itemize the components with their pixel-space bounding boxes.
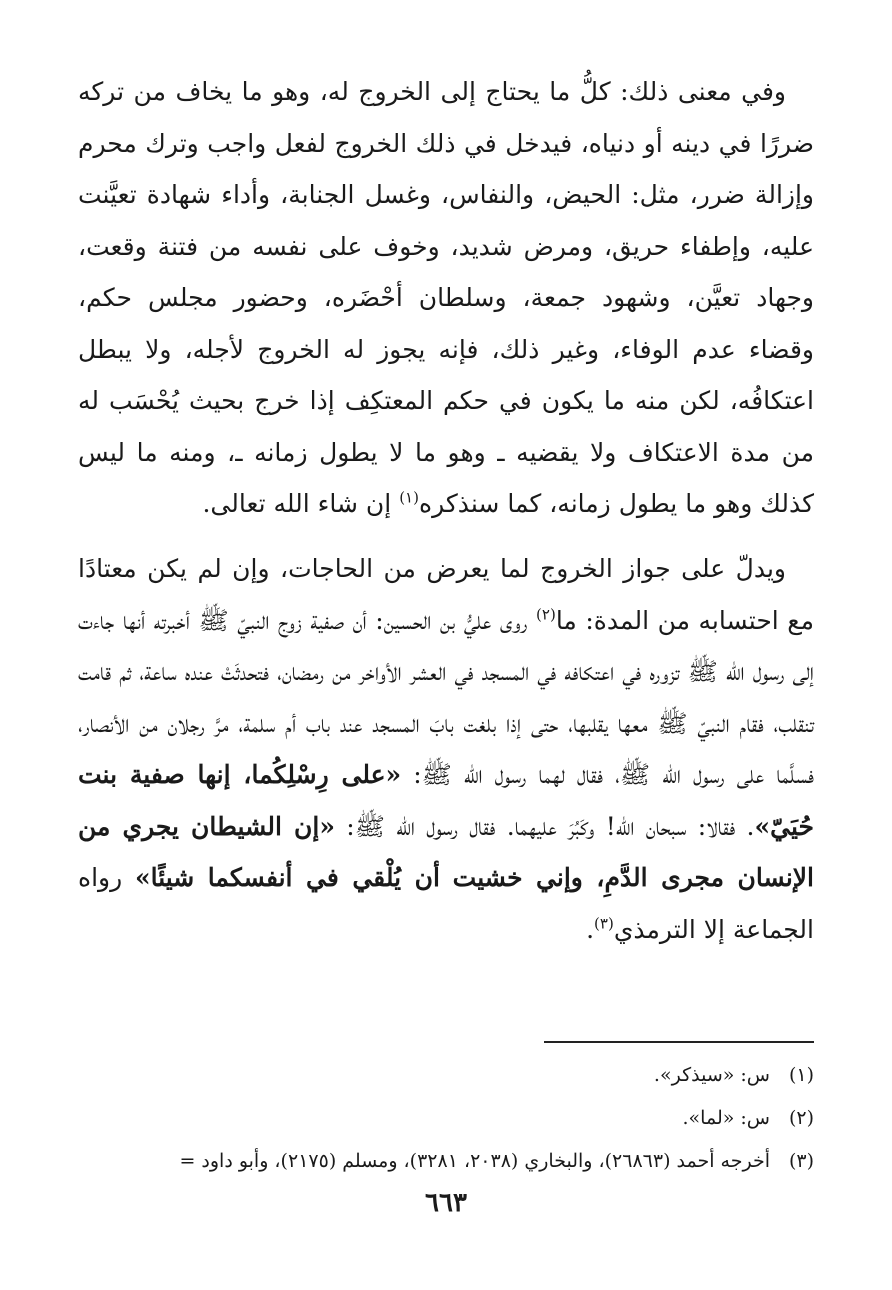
text-line: وإزالة ضرر، مثل: الحيض، والنفاس، وغسل الجنابة، وأداء شهادة تعيَّنت	[78, 180, 814, 209]
footnote-item	[78, 1097, 814, 1140]
text-line: ضررًا في دينه أو دنياه، فيدخل في ذلك الخروج لفعل واجب وترك محرم	[78, 128, 814, 158]
text-line: وقضاء عدم الوفاء، وغير ذلك، فإنه يجوز له الخروج لأجله، ولا يبطل	[78, 334, 814, 364]
hadith-quote: أن يُلْقي في أنفسكما شيئًا»	[134, 863, 440, 892]
text-line: روى عليُّ بن الحسين: أن صفية زوج النبيّ ﷺ	[198, 605, 537, 635]
book-page	[78, 66, 814, 1290]
text-line: رسول الله ﷺ:	[334, 811, 458, 841]
text-line: العشر الأواخر من رمضان، فتحدثَتْ عنده ساعة، ثم قامت تنقلب، فقام	[78, 657, 814, 738]
footnote-number: (١)	[788, 1064, 814, 1086]
footnote-divider	[544, 1041, 814, 1043]
text-line: وهو ما يطول زمانه، كما سنذكره	[418, 489, 753, 518]
text-line: .	[586, 914, 595, 944]
text-line: مع احتسابه من المدة: ما	[555, 605, 814, 635]
footnote-text: س: «لما».	[682, 1107, 770, 1129]
footnote-text: أخرجه أحمد (٢٦٨٦٣)، والبخاري (٢٠٣٨، ٣٢٨١)، ومسلم (٢١٧٥)، وأبو داود =	[179, 1150, 770, 1172]
footnote-number: (٢)	[788, 1107, 814, 1129]
footnotes	[78, 1054, 814, 1183]
text-line: وفي معنى ذلك: كلُّ ما يحتاج إلى الخروج له، وهو ما يخاف من تركه	[78, 77, 786, 106]
text-line: ويدلّ على جواز الخروج لما يعرض من الحاجات، وإن لم يكن معتادًا	[78, 554, 786, 583]
footnote-item	[78, 1054, 814, 1097]
footnote-ref-1[interactable]: (١)	[399, 488, 419, 507]
body-paragraph-1	[78, 66, 814, 530]
hadith-quote: «إن الشيطان يجري من الإنسان مجرى الدَّمِ، وإني خشيت	[78, 811, 815, 892]
text-line: عليه، وإطفاء حريق، ومرض شديد، وخوف على نفسه من فتنة وقعت،	[78, 231, 814, 261]
hadith-quote: «على رِسْلِكُما، إنها صفية بنت حُيَيّ»	[78, 760, 814, 841]
text-line: وجهاد تعيَّن، وشهود جمعة، وسلطان أحْضَره، وحضور مجلس حكم،	[78, 283, 814, 312]
text-line: اعتكافُه، لكن منه ما يكون في حكم المعتكِف إذا خرج بحيث يُحْسَب له	[78, 386, 814, 415]
body-paragraph-2	[78, 543, 814, 955]
text-line: رواه الجماعة إلا الترمذي	[78, 863, 814, 944]
page-number: ٦٦٣	[425, 1188, 467, 1218]
text-line: . فقالا: سبحان الله! وكَبُرَ عليهما. فقال	[469, 811, 755, 841]
footnote-ref-3[interactable]: (٣)	[594, 914, 614, 933]
text-line: النبيّ ﷺ معها يقلبها، حتى إذا بلغت بابَ المسجد عند باب أم سلمة، مرَّ	[214, 708, 730, 738]
footnote-ref-2[interactable]: (٢)	[536, 605, 556, 624]
footnote-number: (٣)	[788, 1150, 814, 1172]
footnote-item	[78, 1140, 814, 1183]
text-line: من مدة الاعتكاف ولا يقضيه ـ وهو ما لا يطول زمانه ـ، ومنه ما ليس كذلك	[78, 437, 814, 518]
footnote-text: س: «سيذكر».	[653, 1064, 770, 1086]
text-line: رجلان من الأنصار، فسلَّما على رسول الله ﷺ، فقال لهما رسول الله ﷺ:	[78, 708, 814, 789]
text-line: إن شاء الله تعالى.	[202, 489, 400, 518]
text-line: أخبرته أنها جاءت إلى رسول الله ﷺ تزوره في اعتكافه في المسجد في	[78, 605, 814, 686]
